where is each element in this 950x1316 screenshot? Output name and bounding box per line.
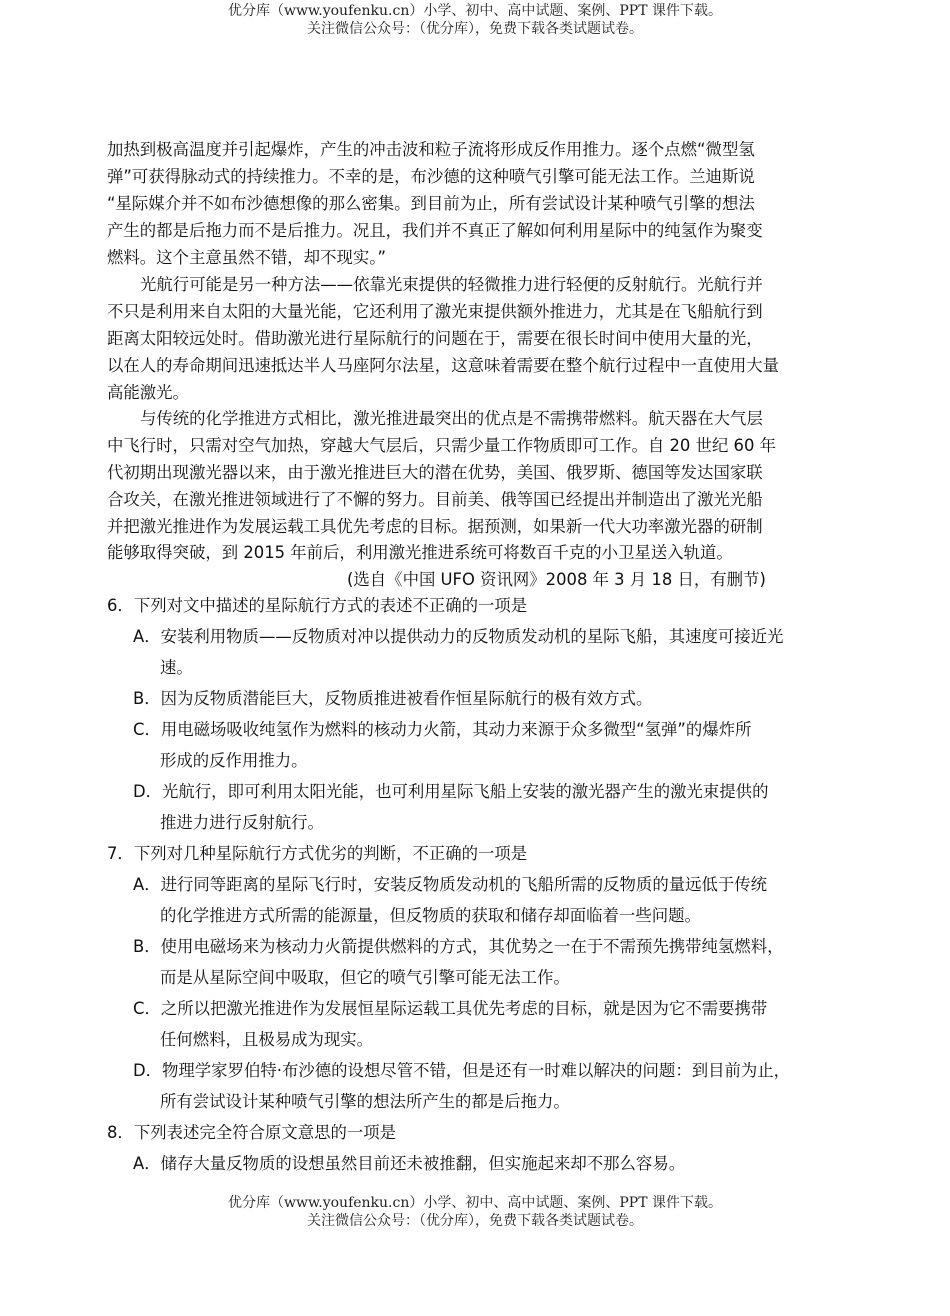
passage-line: 中飞行时，只需对空气加热，穿越大气层后，只需少量工作物质即可工作。自 20 世纪 60 年 (107, 436, 777, 455)
passage-line: 能够取得突破，到 2015 年前后，利用激光推进系统可将数百千克的小卫星送入轨道。 (107, 543, 733, 562)
passage-line: 不只是利用来自太阳的大量光能，它还利用了激光束提供额外推进力，尤其是在飞船航行到 (107, 302, 763, 321)
page-header (0, 2, 950, 38)
page-footer (0, 1194, 950, 1230)
question-stem: 8．下列表述完全符合原文意思的一项是 (107, 1123, 397, 1142)
passage-line: 与传统的化学推进方式相比，激光推进最突出的优点是不需携带燃料。航天器在大气层 (140, 409, 763, 428)
passage-line: 产生的都是后拖力而不是后推力。况且，我们并不真正了解如何利用星际中的纯氢作为聚变 (107, 221, 763, 240)
footer-line-2: 关注微信公众号：（优分库），免费下载各类试题试卷。 (307, 1213, 643, 1229)
question-stem: 7．下列对几种星际航行方式优劣的判断，不正确的一项是 (107, 844, 528, 863)
option-d: D．光航行，即可利用太阳光能，也可利用星际飞船上安装的激光器产生的激光束提供的 (133, 782, 769, 801)
footer-line-1: 优分库（www.youfenku.cn）小学、初中、高中试题、案例、PPT 课件下载。 (227, 1195, 722, 1211)
passage-line: 代初期出现激光器以来，由于激光推进巨大的潜在优势，美国、俄罗斯、德国等发达国家联 (107, 463, 763, 482)
passage-line: 合攻关，在激光推进领域进行了不懈的努力。目前美、俄等国已经提出并制造出了激光光船 (107, 490, 763, 509)
passage-line: 弹”可获得脉动式的持续推力。不幸的是，布沙德的这种喷气引擎可能无法工作。兰迪斯说 (107, 167, 755, 186)
option-d-continuation: 推进力进行反射航行。 (160, 813, 324, 832)
source-citation: (选自《中国 UFO 资讯网》2008 年 3 月 18 日，有删节) (347, 570, 766, 589)
option-a: A．安装利用物质——反物质对冲以提供动力的反物质发动机的星际飞船，其速度可接近光 (133, 627, 784, 646)
passage-line: “星际媒介并不如布沙德想像的那么密集。到目前为止，所有尝试设计某种喷气引擎的想法 (107, 194, 755, 213)
option-d-continuation: 所有尝试设计某种喷气引擎的想法所产生的都是后拖力。 (160, 1092, 570, 1111)
option-b: B．使用电磁场来为核动力火箭提供燃料的方式，其优势之一在于不需预先携带纯氢燃料， (133, 937, 784, 956)
passage-line: 加热到极高温度并引起爆炸，产生的冲击波和粒子流将形成反作用推力。逐个点燃“微型氢 (107, 140, 755, 159)
option-c-continuation: 形成的反作用推力。 (160, 751, 308, 770)
option-b: B．因为反物质潜能巨大，反物质推进被看作恒星际航行的极有效方式。 (133, 689, 653, 708)
passage-line: 距离太阳较远处时。借助激光进行星际航行的问题在于，需要在很长时间中使用大量的光， (107, 329, 763, 348)
option-c: C．之所以把激光推进作为发展恒星际运载工具优先考虑的目标，就是因为它不需要携带 (133, 999, 768, 1018)
option-c: C．用电磁场吸收纯氢作为燃料的核动力火箭，其动力来源于众多微型“氢弹”的爆炸所 (133, 720, 752, 739)
option-b-continuation: 而是从星际空间中吸取，但它的喷气引擎可能无法工作。 (160, 968, 570, 987)
passage-line: 光航行可能是另一种方法——依靠光束提供的轻微推力进行轻便的反射航行。光航行并 (140, 275, 763, 294)
question-stem: 6．下列对文中描述的星际航行方式的表述不正确的一项是 (107, 596, 528, 615)
option-a: A．进行同等距离的星际飞行时，安装反物质发动机的飞船所需的反物质的量远低于传统 (133, 875, 768, 894)
passage-line: 以在人的寿命期间迅速抵达半人马座阿尔法星，这意味着需要在整个航行过程中一直使用大量 (107, 356, 780, 375)
option-a-continuation: 速。 (160, 658, 193, 677)
option-c-continuation: 任何燃料，且极易成为现实。 (160, 1030, 374, 1049)
passage-line: 高能激光。 (107, 383, 189, 402)
option-a: A．储存大量反物质的设想虽然目前还未被推翻，但实施起来却不那么容易。 (133, 1154, 686, 1173)
option-a-continuation: 的化学推进方式所需的能源量，但反物质的获取和储存却面临着一些问题。 (160, 906, 701, 925)
header-line-1: 优分库（www.youfenku.cn）小学、初中、高中试题、案例、PPT 课件下载。 (227, 3, 722, 19)
header-line-2: 关注微信公众号：（优分库），免费下载各类试题试卷。 (307, 21, 643, 37)
option-d: D．物理学家罗伯特·布沙德的设想尽管不错，但是还有一时难以解决的问题：到目前为止， (133, 1061, 791, 1080)
passage-line: 燃料。这个主意虽然不错，却不现实。” (107, 248, 386, 267)
passage-line: 并把激光推进作为发展运载工具优先考虑的目标。据预测，如果新一代大功率激光器的研制 (107, 517, 763, 536)
